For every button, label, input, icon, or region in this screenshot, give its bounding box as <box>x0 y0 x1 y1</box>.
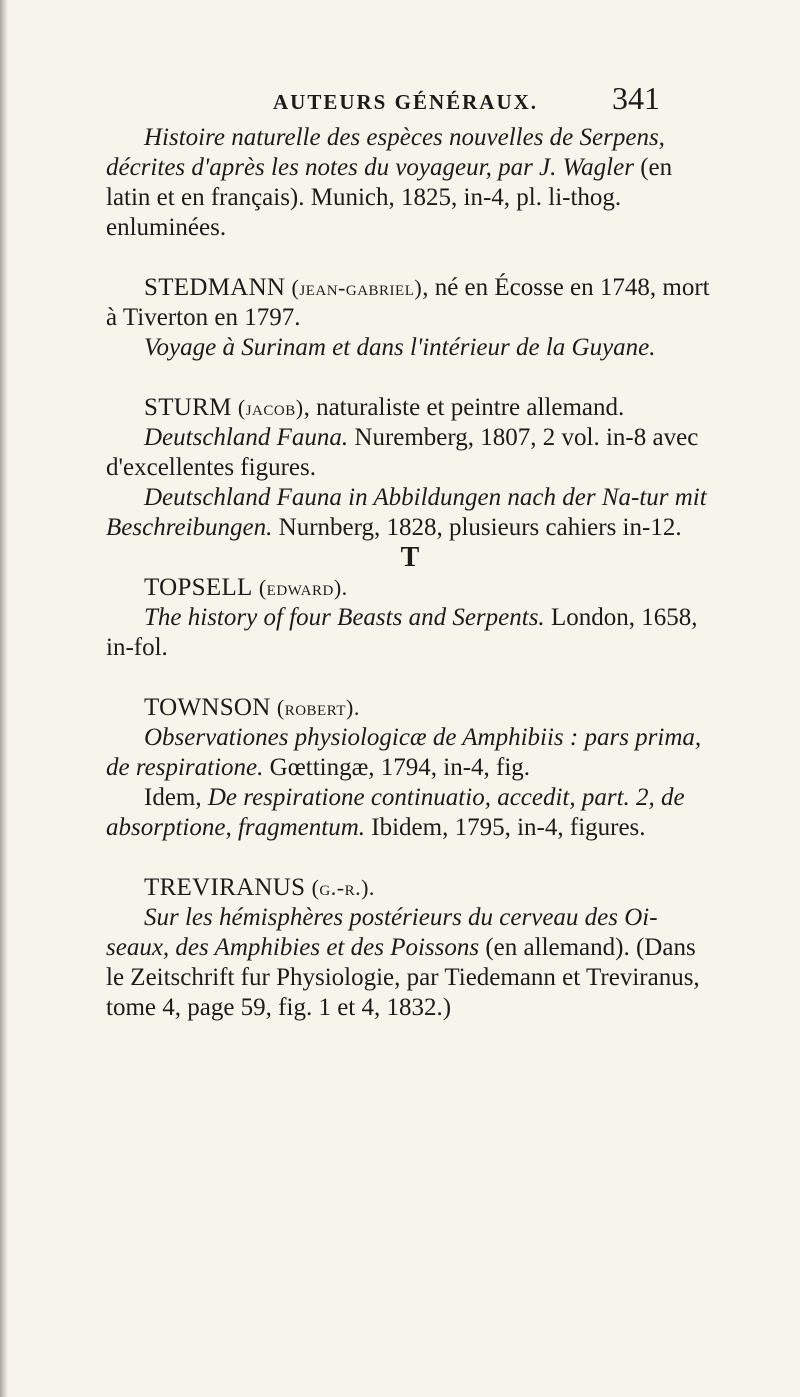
work-title: Deutschland Fauna. <box>144 424 349 451</box>
page-number: 341 <box>612 80 660 116</box>
entry-sturm-work-2 <box>106 483 714 543</box>
entry-wagler-work <box>106 123 714 243</box>
author-name: STURM <box>144 394 232 421</box>
author-given-name: (jacob) <box>237 395 304 420</box>
entry-sturm-head <box>106 393 714 423</box>
entry-stedmann-head <box>106 273 714 333</box>
entry-townson-head <box>106 693 714 723</box>
entry-treviranus-work <box>106 903 714 1023</box>
running-head-title: AUTEURS GÉNÉRAUX. <box>273 90 539 114</box>
entry-stedmann-work <box>106 333 714 363</box>
author-bio: , naturaliste et peintre allemand. <box>303 394 625 421</box>
work-details: Nurnberg, 1828, plusieurs cahiers in-12. <box>272 514 682 541</box>
entry-townson-work-1 <box>106 723 714 783</box>
work-details: (en allemand). (Dans le Zeitschrift fur Physiologie, par Tiedemann et Treviranus, tome 4, page 59, fig. 1 et 4, 1832.) <box>106 934 700 1021</box>
page-binding-shadow <box>0 0 8 1397</box>
work-details: (en latin et en français). Munich, 1825, in-4, pl. li-thog. enluminées. <box>106 154 673 241</box>
page-text <box>106 123 714 1023</box>
work-details: London, 1658, in-fol. <box>106 604 698 661</box>
author-given-name: (jean-gabriel) <box>291 275 423 300</box>
entry-topsell-head <box>106 573 714 603</box>
section-letter: T <box>400 542 420 573</box>
entry-townson-work-2 <box>106 783 714 843</box>
work-title: Histoire naturelle des espèces nouvelles de Serpens, décrites d'après les notes du voyageur, par J. Wagler <box>106 124 665 181</box>
author-name: TOPSELL <box>144 574 253 601</box>
work-title: Observationes physiologicæ de Amphibiis : pars prima, de respiratione. <box>106 724 702 781</box>
work-title: De respiratione continuatio, accedit, part. 2, de absorptione, fragmentum. <box>106 784 685 841</box>
idem-label: Idem, <box>144 784 208 811</box>
work-title: The history of four Beasts and Serpents. <box>144 604 545 631</box>
entry-topsell-work <box>106 603 714 663</box>
entry-sturm-work-1 <box>106 423 714 483</box>
author-bio: , né en Écosse en 1748, mort à Tiverton en 1797. <box>106 274 710 331</box>
work-title: Deutschland Fauna in Abbildungen nach der Na-tur mit Beschreibungen. <box>106 484 707 541</box>
work-details: Ibidem, 1795, in-4, figures. <box>365 814 646 841</box>
author-given-name: (edward). <box>258 575 348 600</box>
author-name: TOWNSON <box>144 694 271 721</box>
work-details: Gœttingæ, 1794, in-4, fig. <box>263 754 531 781</box>
author-name: STEDMANN <box>144 274 286 301</box>
running-head <box>0 78 800 118</box>
author-name: TREVIRANUS <box>144 874 306 901</box>
author-given-name: (robert). <box>276 695 360 720</box>
work-title: Sur les hémisphères postérieurs du cerveau des Oi-seaux, des Amphibies et des Poissons <box>106 904 658 961</box>
work-title: Voyage à Surinam et dans l'intérieur de la Guyane. <box>144 334 656 361</box>
entry-treviranus-head <box>106 873 714 903</box>
work-details: Nuremberg, 1807, 2 vol. in-8 avec d'excellentes figures. <box>106 424 699 481</box>
author-given-name: (g.-r.). <box>311 875 375 900</box>
